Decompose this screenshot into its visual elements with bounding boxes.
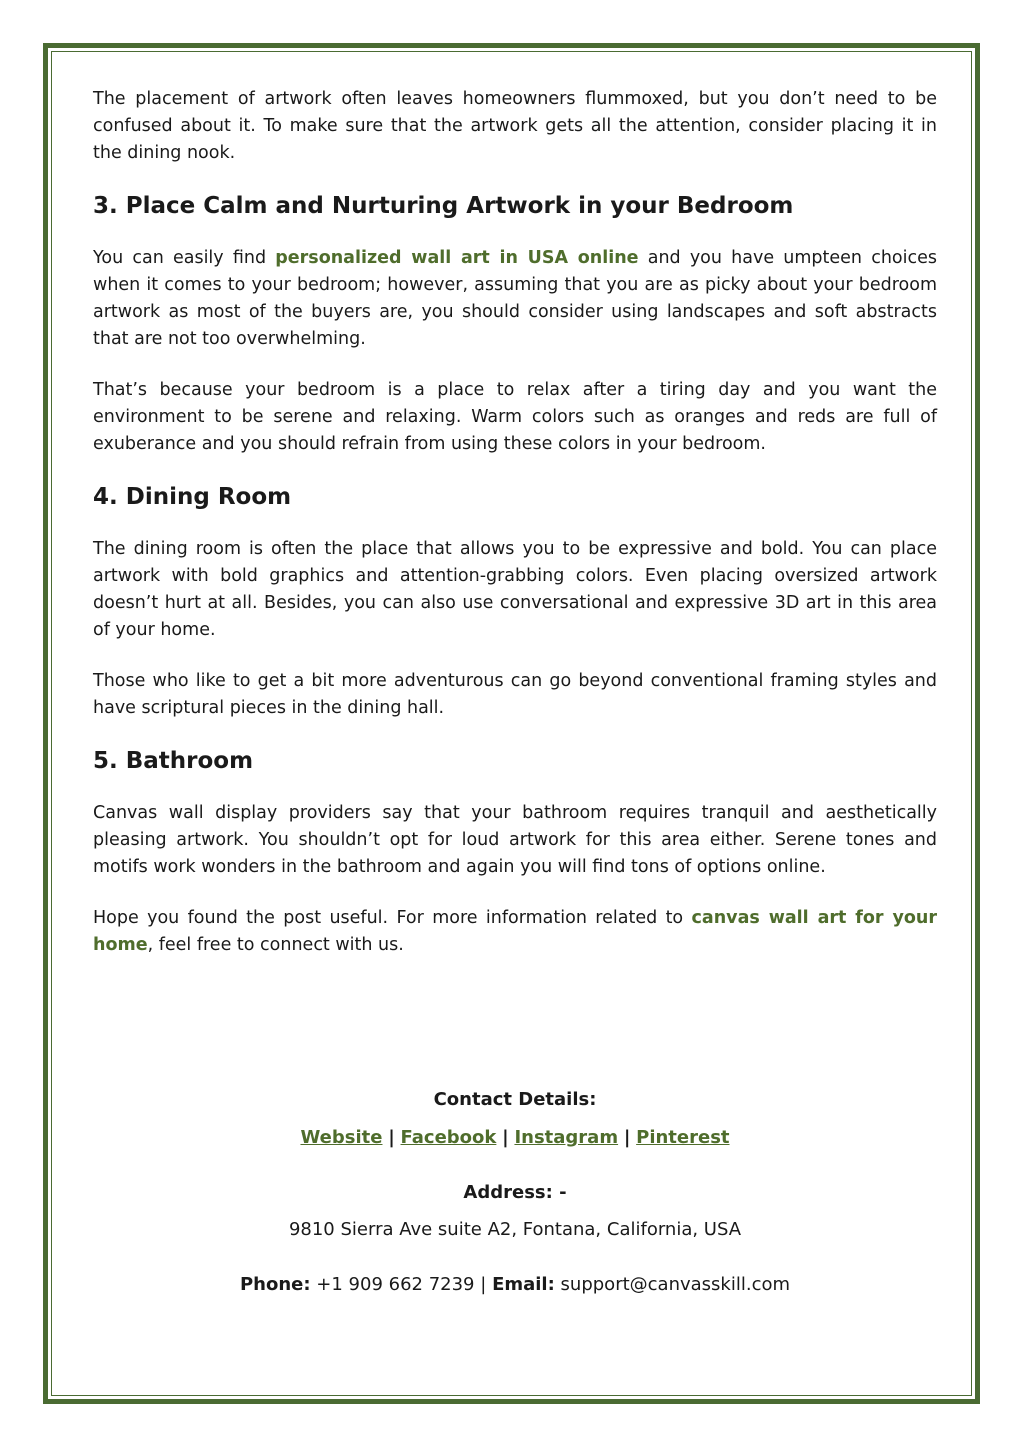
section-3-p1-before: You can easily find — [93, 248, 276, 268]
link-separator: | — [502, 1127, 509, 1148]
section-5-heading: 5. Bathroom — [93, 748, 254, 774]
section-3-p1-after: and you have umpteen choices when it comes to your bedroom; however, assuming that you are as picky about your bedroom artwork as most of the buyers are, you should consider using landscapes and soft abstracts that are not too overwhelming. — [93, 248, 937, 349]
phone-email-row — [93, 1272, 937, 1298]
instagram-link[interactable]: Instagram — [514, 1127, 619, 1148]
contact-title — [93, 1087, 937, 1113]
website-link[interactable]: Website — [300, 1127, 383, 1148]
article-body — [93, 86, 937, 959]
email-address: support@canvasskill.com — [560, 1274, 791, 1295]
phone-label: Phone: — [239, 1274, 311, 1295]
address-label-row — [93, 1180, 937, 1206]
section-4-paragraph-1: The dining room is often the place that allows you to be expressive and bold. You can place artwork with bold graphics and attention-grabbing colors. Even placing oversized artwork doesn’t hurt at all. Besides, you can also use conversational and expressive 3D art in this area of your home. — [93, 539, 937, 640]
personalized-wall-art-link[interactable]: personalized wall art in USA online — [275, 248, 639, 268]
address-row — [93, 1217, 937, 1243]
section-3-paragraph-2: That’s because your bedroom is a place to relax after a tiring day and you want the environment to be serene and relaxing. Warm colors such as oranges and reds are full of exuberance and you should refrain from using these colors in your bedroom. — [93, 380, 937, 454]
section-5-p2-after: , feel free to connect with us. — [147, 935, 404, 955]
intro-paragraph: The placement of artwork often leaves homeowners flummoxed, but you don’t need to be confused about it. To make sure that the artwork gets all the attention, consider placing it in the dining nook. — [93, 89, 937, 163]
canvas-wall-art-link[interactable]: canvas wall art for your home — [93, 908, 937, 955]
address-label: Address: - — [463, 1182, 567, 1203]
section-4-heading: 4. Dining Room — [93, 484, 292, 510]
section-3-heading: 3. Place Calm and Nurturing Artwork in your Bedroom — [93, 193, 794, 219]
section-4-paragraph-2: Those who like to get a bit more adventurous can go beyond conventional framing styles and have scriptural pieces in the dining hall. — [93, 671, 937, 718]
facebook-link[interactable]: Facebook — [400, 1127, 497, 1148]
contact-details-label: Contact Details: — [433, 1089, 597, 1110]
link-separator: | — [388, 1127, 395, 1148]
pinterest-link[interactable]: Pinterest — [636, 1127, 730, 1148]
section-5-paragraph-2 — [93, 905, 937, 959]
link-separator: | — [623, 1127, 631, 1148]
social-links-row — [93, 1125, 937, 1151]
address-text: 9810 Sierra Ave suite A2, Fontana, California, USA — [288, 1219, 742, 1240]
email-label: Email: — [492, 1274, 555, 1295]
section-5-paragraph-1: Canvas wall display providers say that your bathroom requires tranquil and aesthetically pleasing artwork. You shouldn’t opt for loud artwork for this area either. Serene tones and motifs work wonders in the bathroom and again you will find tons of options online. — [93, 803, 937, 877]
contact-separator: | — [480, 1274, 487, 1295]
section-5-p2-before: Hope you found the post useful. For more information related to — [93, 908, 692, 928]
phone-number: +1 909 662 7239 — [316, 1274, 475, 1295]
section-3-paragraph-1 — [93, 245, 937, 353]
